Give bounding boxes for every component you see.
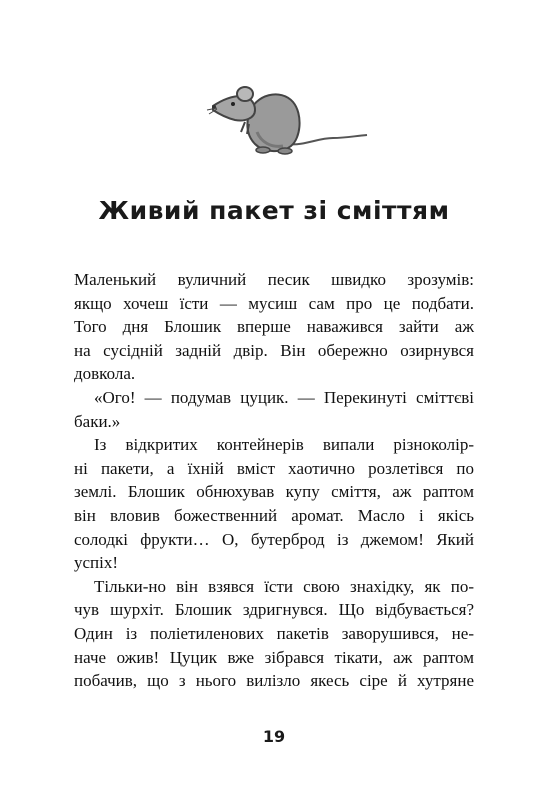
text-line: «Ого! — подумав цуцик. — Перекинуті сміттєві: [94, 387, 474, 407]
text-line: Тільки-но він взявся їсти свою знахідку, як по-: [94, 576, 474, 596]
text-line: він вловив божественний аромат. Масло і якісь: [74, 505, 474, 525]
text-line: наче ожив! Цуцик вже зібрався тікати, аж раптом: [74, 647, 474, 667]
text-line: Маленький вуличний песик швидко зрозумів:: [74, 270, 474, 289]
paragraph: [74, 433, 474, 575]
text-line: побачив, що з нього вилізло якесь сіре й хутряне: [74, 671, 474, 691]
text-line: ні пакети, а їхній вміст хаотично розлетівся по: [74, 458, 474, 478]
text-line: баки.»: [74, 411, 121, 431]
text-line: довкола.: [74, 364, 136, 384]
text-line: якщо хочеш їсти — мусиш сам про це подбати.: [74, 293, 474, 313]
page-number: 19: [262, 727, 286, 746]
text-line: Того дня Блошик вперше наважився зайти аж: [74, 317, 474, 337]
text-line: на сусідній задній двір. Він обережно озирнувся: [74, 340, 474, 360]
text-line: землі. Блошик обнюхував купу сміття, аж раптом: [74, 482, 474, 502]
text-line: Один із поліетиленових пакетів заворушився, не-: [74, 623, 474, 643]
text-line: солодкі фрукти… О, бутерброд із джемом! Який: [74, 529, 474, 549]
paragraph: [74, 268, 474, 386]
chapter-title: Живий пакет зі сміттям: [98, 196, 450, 225]
paragraph: [74, 575, 474, 693]
body-text: [74, 268, 474, 693]
rat-illustration: [205, 80, 375, 160]
rat-icon: [205, 80, 375, 160]
text-line: успіх!: [74, 553, 119, 573]
text-line: чув шурхіт. Блошик здригнувся. Що відбувається?: [74, 600, 474, 620]
paragraph: [74, 386, 474, 433]
text-line: Із відкритих контейнерів випали різноколір-: [94, 435, 474, 455]
